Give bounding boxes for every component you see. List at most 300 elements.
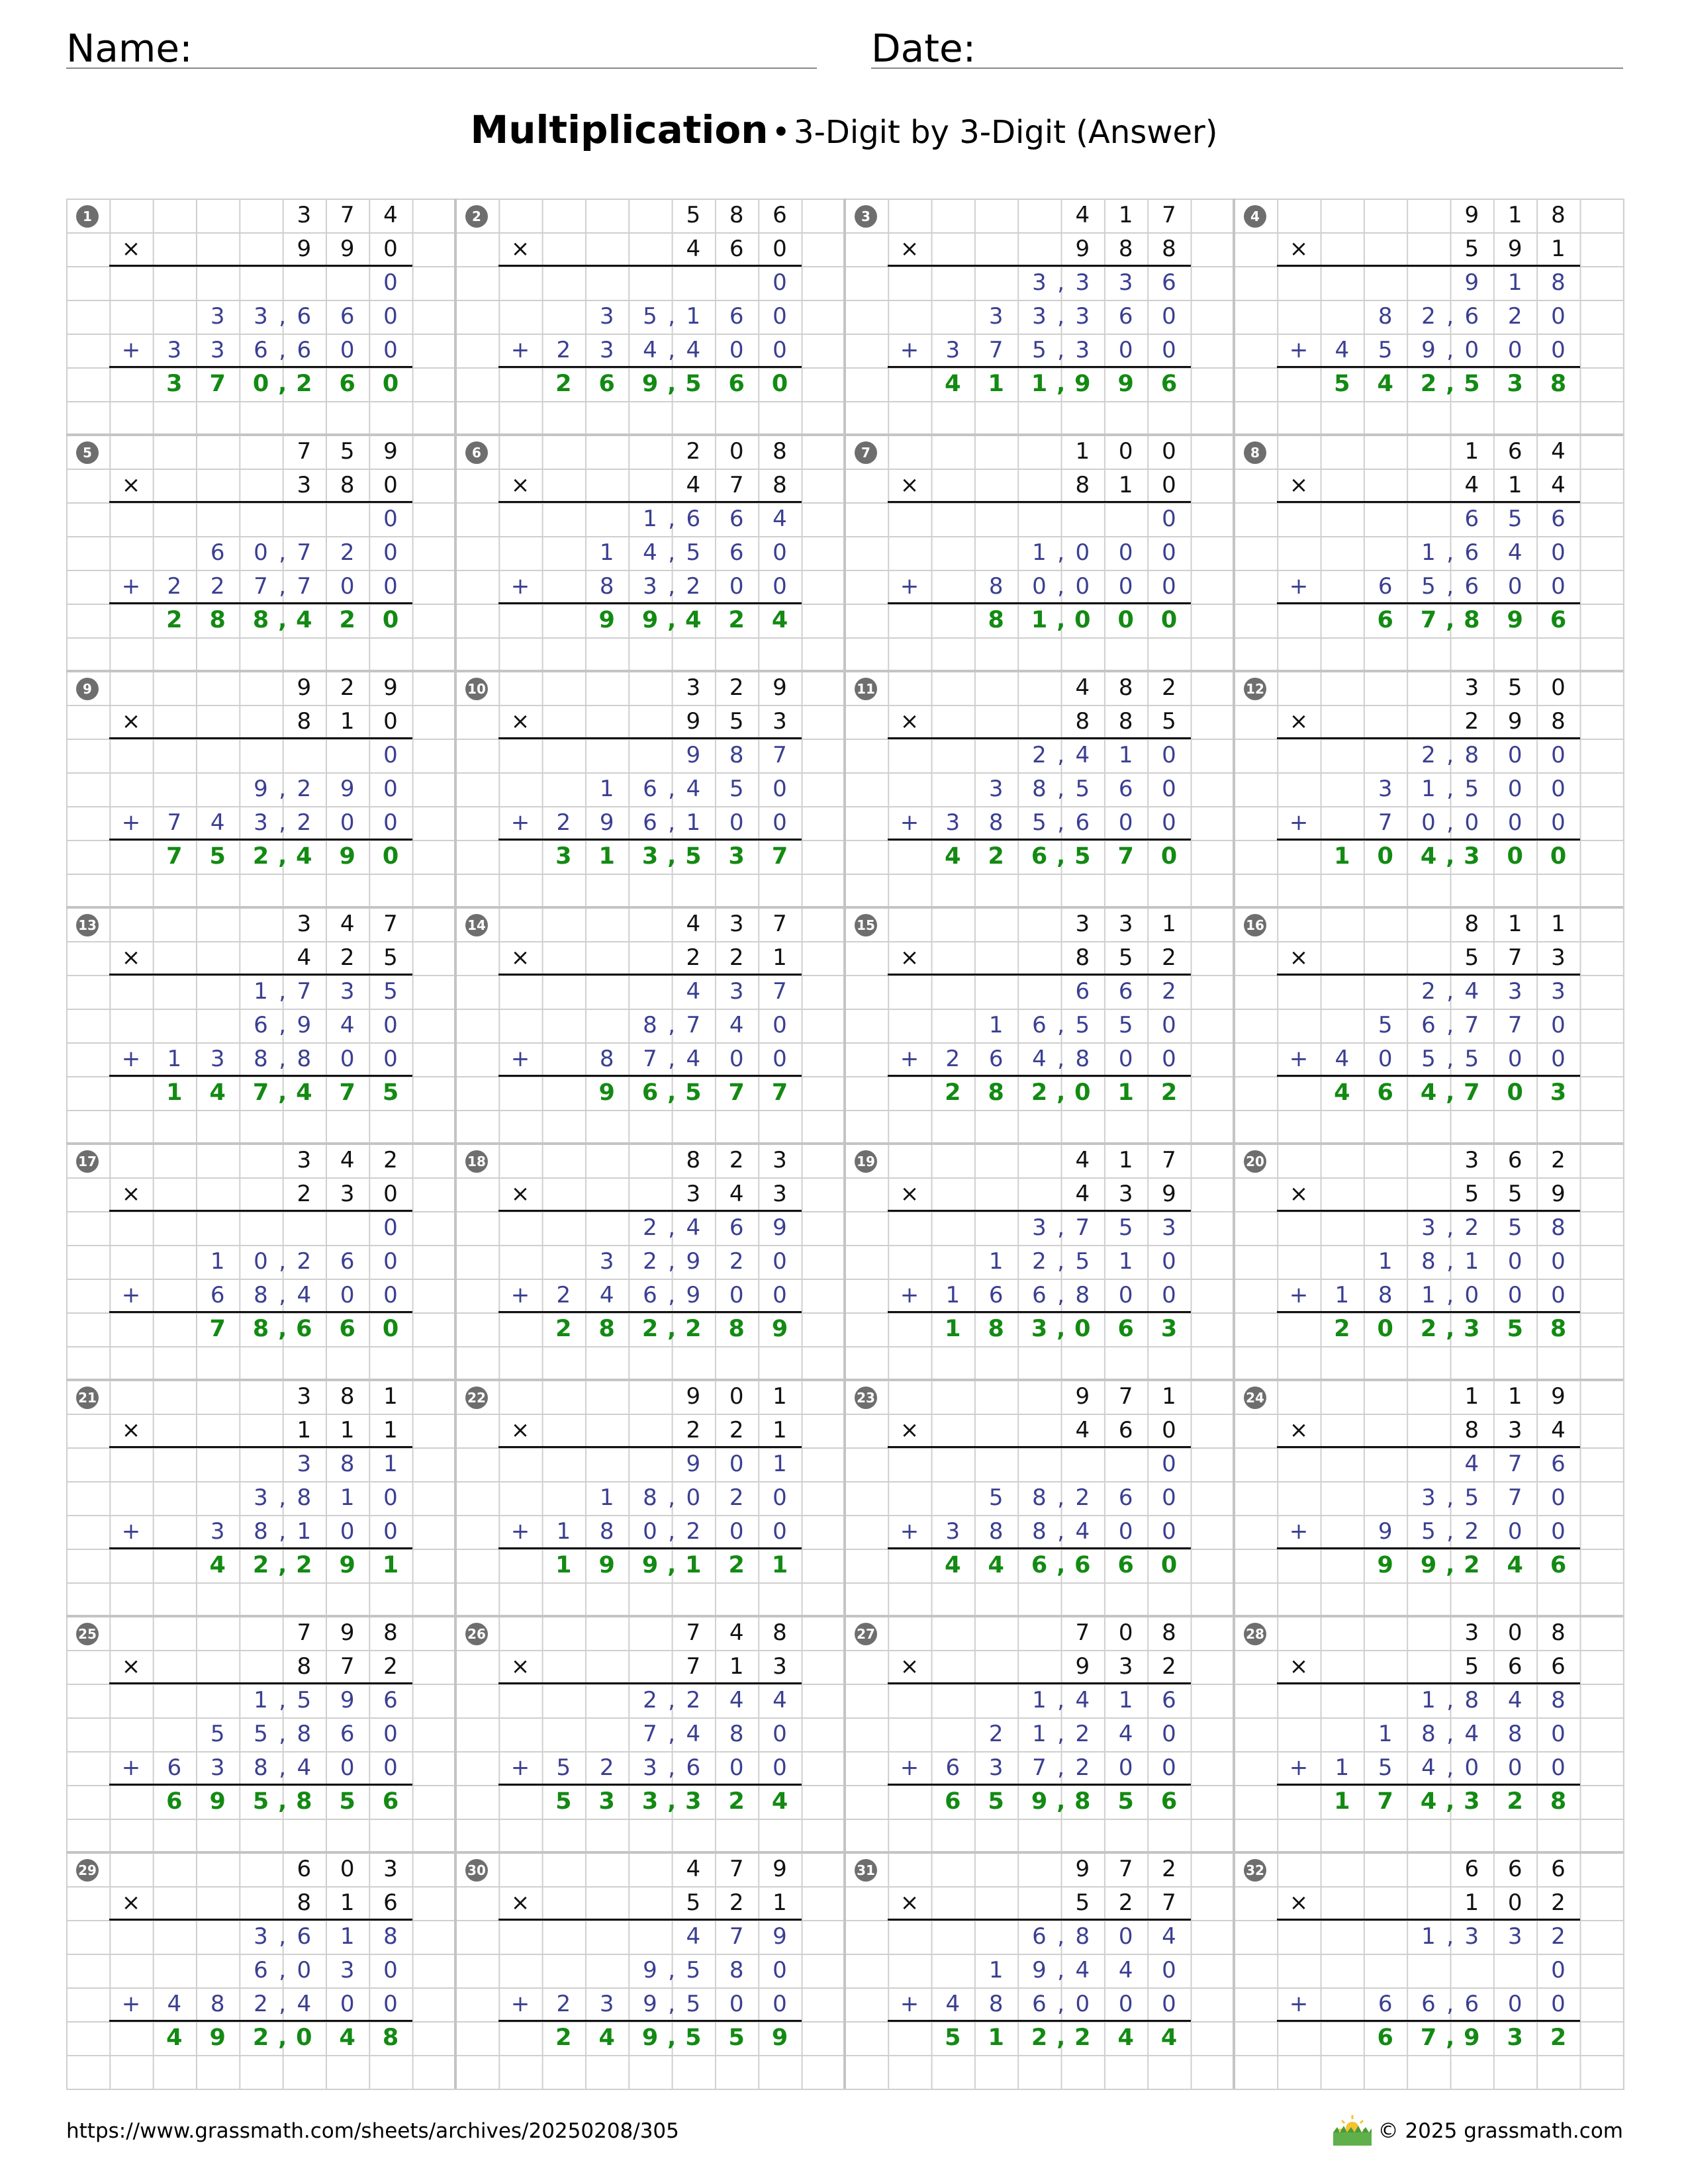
plus-sign: +	[510, 1991, 530, 2017]
digit-p3: 0	[1118, 1991, 1133, 2017]
thousands-comma: ,	[279, 337, 287, 363]
digit-p2: 3	[988, 776, 1004, 802]
digit-p2: 3	[254, 1484, 268, 1511]
digit-p3: 8	[254, 1046, 268, 1072]
digit-ans: 9	[771, 1316, 788, 1342]
digit-ans: 7	[1420, 2025, 1437, 2051]
digit-p1: 0	[1118, 1923, 1133, 1950]
digit-ans: 9	[1507, 607, 1523, 633]
digit-p2: 9	[297, 1012, 312, 1038]
thousands-comma: ,	[1057, 1754, 1065, 1781]
digit-ans: 4	[945, 843, 961, 870]
digit-ans: 8	[1550, 1316, 1567, 1342]
digit-p2: 8	[729, 1957, 744, 1983]
problem-number-badge: 17	[76, 1150, 99, 1173]
digit-p1: 9	[686, 742, 701, 768]
digit-top: 0	[1162, 438, 1176, 465]
digit-ans: 2	[252, 1552, 269, 1578]
digit-ans: 0	[252, 371, 269, 397]
digit-top: 9	[686, 1383, 701, 1410]
digit-p3: 1	[686, 809, 701, 836]
thousands-comma: ,	[279, 573, 287, 600]
digit-top: 9	[773, 674, 787, 701]
digit-p1: 8	[1551, 1687, 1566, 1713]
digit-ans: 4	[945, 1552, 961, 1578]
digit-p1: 4	[1464, 1451, 1479, 1477]
digit-top: 4	[1551, 438, 1566, 465]
digit-ans: 2	[1074, 2025, 1091, 2051]
times-sign: ×	[1289, 472, 1309, 498]
digit-p2: 0	[383, 1248, 398, 1275]
digit-p3: 8	[988, 573, 1004, 600]
thousands-comma: ,	[279, 1046, 287, 1072]
digit-p3: 6	[1032, 1282, 1047, 1308]
problem-4	[1234, 199, 1623, 435]
digit-p3: 8	[988, 809, 1004, 836]
digit-p1: 0	[1162, 506, 1176, 532]
sum-rule	[888, 366, 1190, 368]
digit-top: 6	[1507, 1856, 1523, 1882]
thousands-comma: ,	[1057, 1957, 1065, 1983]
digit-p3: 0	[1162, 1046, 1176, 1072]
digit-p2: 3	[254, 303, 268, 330]
digit-ans: 0	[1160, 1552, 1178, 1578]
digit-top: 1	[1075, 438, 1090, 465]
digit-ans: 7	[1117, 843, 1134, 870]
digit-top: 0	[729, 1383, 744, 1410]
digit-p2: 4	[686, 1721, 701, 1747]
thousands-comma: ,	[279, 1957, 287, 1983]
problem-16	[1234, 907, 1623, 1144]
digit-p3: 0	[1118, 1754, 1133, 1781]
digit-mult: 3	[773, 708, 787, 735]
digit-mult: 9	[1551, 1181, 1566, 1207]
thousands-comma: ,	[279, 1248, 287, 1275]
digit-p2: 5	[1075, 776, 1090, 802]
digit-ans: 3	[1507, 2025, 1523, 2051]
digit-p2: 4	[1464, 1721, 1479, 1747]
digit-p2: 2	[1075, 1484, 1090, 1511]
problem-number-badge: 1	[76, 205, 99, 228]
thousands-comma: ,	[279, 1923, 287, 1950]
digit-top: 7	[686, 1619, 701, 1646]
digit-p3: 0	[1464, 337, 1479, 363]
problem-10	[455, 671, 845, 907]
digit-p2: 5	[1075, 1248, 1090, 1275]
digit-ans: 3	[1464, 1788, 1480, 1815]
digit-p1: 6	[1162, 1687, 1176, 1713]
digit-p3: 3	[210, 1754, 225, 1781]
times-sign: ×	[900, 1181, 919, 1207]
thousands-comma: ,	[1446, 607, 1455, 633]
problem-number-badge: 15	[855, 914, 877, 936]
digit-p3: 0	[1075, 1991, 1090, 2017]
thousands-comma: ,	[1056, 371, 1066, 397]
digit-ans: 5	[1074, 843, 1091, 870]
digit-p3: 6	[1464, 573, 1479, 600]
digit-p3: 0	[1118, 809, 1133, 836]
digit-p2: 9	[686, 1248, 701, 1275]
digit-ans: 2	[945, 1079, 961, 1106]
digit-p1: 3	[1075, 269, 1090, 296]
times-sign: ×	[510, 472, 530, 498]
digit-p2: 0	[1551, 303, 1566, 330]
digit-p2: 5	[1464, 1484, 1479, 1511]
digit-top: 8	[1551, 202, 1566, 228]
digit-p1: 0	[773, 269, 787, 296]
digit-p3: 0	[1162, 809, 1176, 836]
digit-top: 1	[1464, 1383, 1479, 1410]
digit-p2: 4	[1118, 1957, 1133, 1983]
digit-top: 3	[1464, 674, 1479, 701]
digit-p2: 0	[1162, 776, 1176, 802]
digit-ans: 9	[339, 1552, 355, 1578]
multiply-rule	[888, 1682, 1190, 1684]
digit-p2: 2	[1075, 1721, 1090, 1747]
digit-ans: 2	[641, 1316, 659, 1342]
digit-ans: 6	[166, 1788, 183, 1815]
digit-p3: 8	[1378, 1282, 1393, 1308]
digit-ans: 2	[1550, 2025, 1567, 2051]
digit-p3: 6	[988, 1046, 1004, 1072]
digit-ans: 0	[382, 843, 399, 870]
sum-rule	[888, 1311, 1190, 1313]
digit-p2: 8	[643, 1484, 657, 1511]
digit-p3: 3	[210, 337, 225, 363]
digit-ans: 4	[1160, 2025, 1178, 2051]
digit-p3: 0	[1551, 809, 1566, 836]
digit-mult: 5	[1118, 944, 1133, 971]
digit-p1: 0	[383, 1214, 398, 1241]
digit-ans: 4	[1420, 1788, 1437, 1815]
digit-ans: 1	[1117, 1079, 1134, 1106]
digit-mult: 8	[1551, 708, 1566, 735]
digit-mult: 9	[1075, 1653, 1090, 1680]
thousands-comma: ,	[278, 1788, 287, 1815]
digit-p3: 4	[599, 1282, 614, 1308]
plus-sign: +	[121, 1046, 141, 1072]
digit-p3: 6	[1032, 1991, 1047, 2017]
digit-p2: 7	[1464, 1012, 1479, 1038]
plus-sign: +	[121, 1991, 141, 2017]
digit-mult: 1	[340, 1889, 355, 1916]
digit-ans: 1	[771, 1552, 788, 1578]
digit-top: 7	[340, 202, 355, 228]
thousands-comma: ,	[1057, 1721, 1065, 1747]
digit-p3: 7	[297, 573, 312, 600]
digit-p3: 2	[945, 1046, 961, 1072]
digit-ans: 9	[1464, 2025, 1480, 2051]
digit-mult: 3	[1118, 1653, 1133, 1680]
digit-ans: 2	[296, 371, 312, 397]
digit-mult: 2	[1162, 944, 1176, 971]
digit-p2: 1	[1421, 539, 1436, 566]
digit-p3: 6	[297, 337, 312, 363]
digit-p3: 8	[254, 1518, 268, 1545]
digit-ans: 4	[1377, 371, 1393, 397]
digit-p3: 1	[945, 1282, 961, 1308]
digit-p1: 8	[1464, 742, 1479, 768]
digit-top: 7	[1162, 202, 1176, 228]
digit-p3: 0	[729, 1991, 744, 2017]
digit-ans: 6	[1377, 1079, 1393, 1106]
plus-sign: +	[510, 1282, 530, 1308]
digit-ans: 2	[252, 843, 269, 870]
digit-ans: 2	[339, 607, 355, 633]
digit-top: 3	[383, 1856, 398, 1882]
sum-rule	[1277, 1075, 1579, 1077]
thousands-comma: ,	[668, 1991, 676, 2017]
digit-top: 7	[1118, 1383, 1133, 1410]
digit-ans: 1	[1334, 843, 1350, 870]
digit-ans: 2	[166, 607, 183, 633]
thousands-comma: ,	[668, 809, 676, 836]
digit-ans: 7	[1464, 1079, 1480, 1106]
digit-p3: 9	[643, 1991, 657, 2017]
digit-p3: 0	[1507, 1754, 1523, 1781]
digit-p2: 0	[1507, 1248, 1523, 1275]
digit-p2: 6	[1464, 539, 1479, 566]
digit-p3: 0	[773, 1282, 787, 1308]
problem-number-badge: 30	[465, 1859, 488, 1882]
digit-ans: 2	[296, 1552, 312, 1578]
digit-p2: 0	[1118, 539, 1133, 566]
plus-sign: +	[900, 1991, 919, 2017]
digit-top: 4	[340, 1147, 355, 1173]
multiply-rule	[498, 737, 801, 739]
digit-p1: 2	[1162, 978, 1176, 1005]
plus-sign: +	[121, 1754, 141, 1781]
digit-mult: 1	[1551, 236, 1566, 262]
digit-p3: 2	[297, 809, 312, 836]
times-sign: ×	[121, 708, 141, 735]
digit-mult: 2	[1464, 708, 1479, 735]
problem-number-badge: 10	[465, 678, 488, 700]
problem-19	[845, 1144, 1234, 1380]
problem-number-badge: 21	[76, 1387, 99, 1409]
digit-ans: 0	[296, 2025, 312, 2051]
digit-p2: 0	[1551, 1248, 1566, 1275]
digit-p1: 0	[1551, 742, 1566, 768]
digit-ans: 5	[685, 843, 702, 870]
digit-ans: 7	[771, 1079, 788, 1106]
digit-p3: 2	[1075, 1754, 1090, 1781]
digit-top: 7	[297, 438, 312, 465]
digit-ans: 9	[209, 1788, 226, 1815]
digit-ans: 2	[728, 1788, 745, 1815]
digit-p2: 0	[773, 1957, 787, 1983]
digit-ans: 7	[728, 1079, 745, 1106]
digit-ans: 3	[555, 843, 572, 870]
digit-top: 3	[297, 1147, 312, 1173]
digit-p1: 7	[1075, 1214, 1090, 1241]
plus-sign: +	[900, 337, 919, 363]
digit-p1: 3	[1421, 1214, 1436, 1241]
digit-ans: 1	[1031, 607, 1048, 633]
thousands-comma: ,	[1446, 1991, 1454, 2017]
plus-sign: +	[1289, 1518, 1309, 1545]
digit-ans: 7	[1420, 607, 1437, 633]
digit-ans: 4	[1420, 843, 1437, 870]
digit-p2: 6	[1464, 303, 1479, 330]
digit-p2: 4	[1075, 1957, 1090, 1983]
digit-p2: 3	[599, 303, 614, 330]
digit-p1: 2	[643, 1687, 657, 1713]
digit-p2: 2	[1421, 303, 1436, 330]
digit-p2: 2	[729, 1248, 744, 1275]
digit-top: 1	[1464, 438, 1479, 465]
thousands-comma: ,	[667, 1079, 677, 1106]
footer-url: https://www.grassmath.com/sheets/archives/20250208/305	[66, 2119, 679, 2143]
multiply-rule	[109, 265, 412, 267]
digit-p1: 1	[1421, 1923, 1436, 1950]
digit-ans: 1	[988, 371, 1004, 397]
digit-p3: 0	[1551, 1282, 1566, 1308]
thousands-comma: ,	[667, 843, 677, 870]
digit-p1: 1	[1032, 1687, 1047, 1713]
problem-number-badge: 3	[855, 205, 877, 228]
digit-mult: 4	[686, 236, 701, 262]
digit-ans: 8	[988, 607, 1004, 633]
digit-top: 7	[773, 911, 787, 937]
times-sign: ×	[1289, 944, 1309, 971]
thousands-comma: ,	[668, 1012, 676, 1038]
digit-p3: 7	[643, 1046, 657, 1072]
thousands-comma: ,	[668, 303, 676, 330]
times-sign: ×	[510, 708, 530, 735]
digit-top: 3	[773, 1147, 787, 1173]
digit-p2: 0	[773, 539, 787, 566]
digit-p3: 4	[686, 1046, 701, 1072]
digit-p3: 0	[729, 573, 744, 600]
digit-p2: 8	[1421, 1248, 1436, 1275]
thousands-comma: ,	[668, 539, 676, 566]
digit-p2: 1	[1118, 1248, 1133, 1275]
problem-8	[1234, 435, 1623, 671]
thousands-comma: ,	[279, 978, 287, 1005]
digit-p3: 6	[1378, 1991, 1393, 2017]
digit-p1: 3	[1551, 978, 1566, 1005]
digit-mult: 1	[773, 1889, 787, 1916]
digit-top: 1	[1551, 911, 1566, 937]
digit-p3: 8	[1032, 1518, 1047, 1545]
plus-sign: +	[900, 1282, 919, 1308]
digit-mult: 8	[297, 1653, 312, 1680]
digit-p3: 8	[599, 1518, 614, 1545]
digit-p2: 1	[988, 1957, 1004, 1983]
problem-number-badge: 18	[465, 1150, 488, 1173]
digit-p2: 0	[1551, 1721, 1566, 1747]
digit-p3: 0	[1075, 573, 1090, 600]
digit-p2: 0	[1075, 539, 1090, 566]
digit-ans: 5	[728, 2025, 745, 2051]
digit-ans: 4	[945, 371, 961, 397]
digit-p1: 7	[1507, 1451, 1523, 1477]
thousands-comma: ,	[668, 573, 676, 600]
digit-p2: 0	[383, 1721, 398, 1747]
digit-mult: 0	[1162, 472, 1176, 498]
digit-p1: 3	[297, 1451, 312, 1477]
digit-p3: 4	[297, 1754, 312, 1781]
problem-20	[1234, 1144, 1623, 1380]
digit-mult: 2	[1118, 1889, 1133, 1916]
plus-sign: +	[900, 1754, 919, 1781]
plus-sign: +	[900, 573, 919, 600]
digit-ans: 3	[641, 843, 659, 870]
digit-p1: 3	[1464, 1923, 1479, 1950]
multiply-rule	[888, 1446, 1190, 1448]
thousands-comma: ,	[1057, 1214, 1065, 1241]
digit-top: 4	[1075, 674, 1090, 701]
digit-ans: 0	[1117, 607, 1134, 633]
digit-mult: 8	[340, 472, 355, 498]
digit-ans: 4	[339, 2025, 355, 2051]
digit-ans: 8	[1074, 1788, 1091, 1815]
problem-21	[66, 1380, 455, 1616]
digit-p1: 6	[1075, 978, 1090, 1005]
digit-p3: 0	[1464, 1754, 1479, 1781]
problem-17	[66, 1144, 455, 1380]
digit-top: 3	[729, 911, 744, 937]
problem-number-badge: 11	[855, 678, 877, 700]
digit-p1: 1	[1421, 1687, 1436, 1713]
times-sign: ×	[121, 1181, 141, 1207]
digit-ans: 8	[252, 1316, 269, 1342]
digit-ans: 8	[252, 607, 269, 633]
digit-p2: 8	[729, 1721, 744, 1747]
multiply-rule	[109, 1210, 412, 1212]
digit-p2: 2	[729, 1484, 744, 1511]
worksheet-grid	[66, 199, 1624, 2090]
plus-sign: +	[121, 337, 141, 363]
digit-p2: 0	[1551, 1012, 1566, 1038]
plus-sign: +	[510, 809, 530, 836]
digit-p1: 1	[254, 978, 268, 1005]
digit-top: 7	[1162, 1147, 1176, 1173]
digit-ans: 8	[988, 1079, 1004, 1106]
digit-top: 1	[1162, 1383, 1176, 1410]
thousands-comma: ,	[278, 371, 287, 397]
digit-ans: 2	[728, 1552, 745, 1578]
digit-p3: 7	[1378, 809, 1393, 836]
thousands-comma: ,	[1056, 1079, 1066, 1106]
digit-ans: 3	[1464, 1316, 1480, 1342]
sum-rule	[888, 1784, 1190, 1786]
thousands-comma: ,	[667, 1552, 677, 1578]
times-sign: ×	[121, 472, 141, 498]
digit-p3: 6	[643, 809, 657, 836]
digit-ans: 9	[641, 1552, 659, 1578]
thousands-comma: ,	[1057, 1248, 1065, 1275]
digit-mult: 8	[1162, 236, 1176, 262]
digit-ans: 2	[1420, 371, 1437, 397]
name-label: Name:	[66, 26, 193, 71]
digit-p2: 0	[1162, 1012, 1176, 1038]
digit-ans: 5	[382, 1079, 399, 1106]
digit-mult: 5	[1507, 1181, 1523, 1207]
digit-p2: 7	[686, 1012, 701, 1038]
thousands-comma: ,	[1446, 1552, 1455, 1578]
thousands-comma: ,	[1056, 1552, 1066, 1578]
thousands-comma: ,	[1056, 607, 1066, 633]
digit-mult: 5	[686, 1889, 701, 1916]
digit-ans: 0	[771, 371, 788, 397]
digit-top: 8	[383, 1619, 398, 1646]
digit-mult: 9	[1507, 236, 1523, 262]
plus-sign: +	[1289, 337, 1309, 363]
problem-13	[66, 907, 455, 1144]
digit-p3: 0	[383, 1991, 398, 2017]
